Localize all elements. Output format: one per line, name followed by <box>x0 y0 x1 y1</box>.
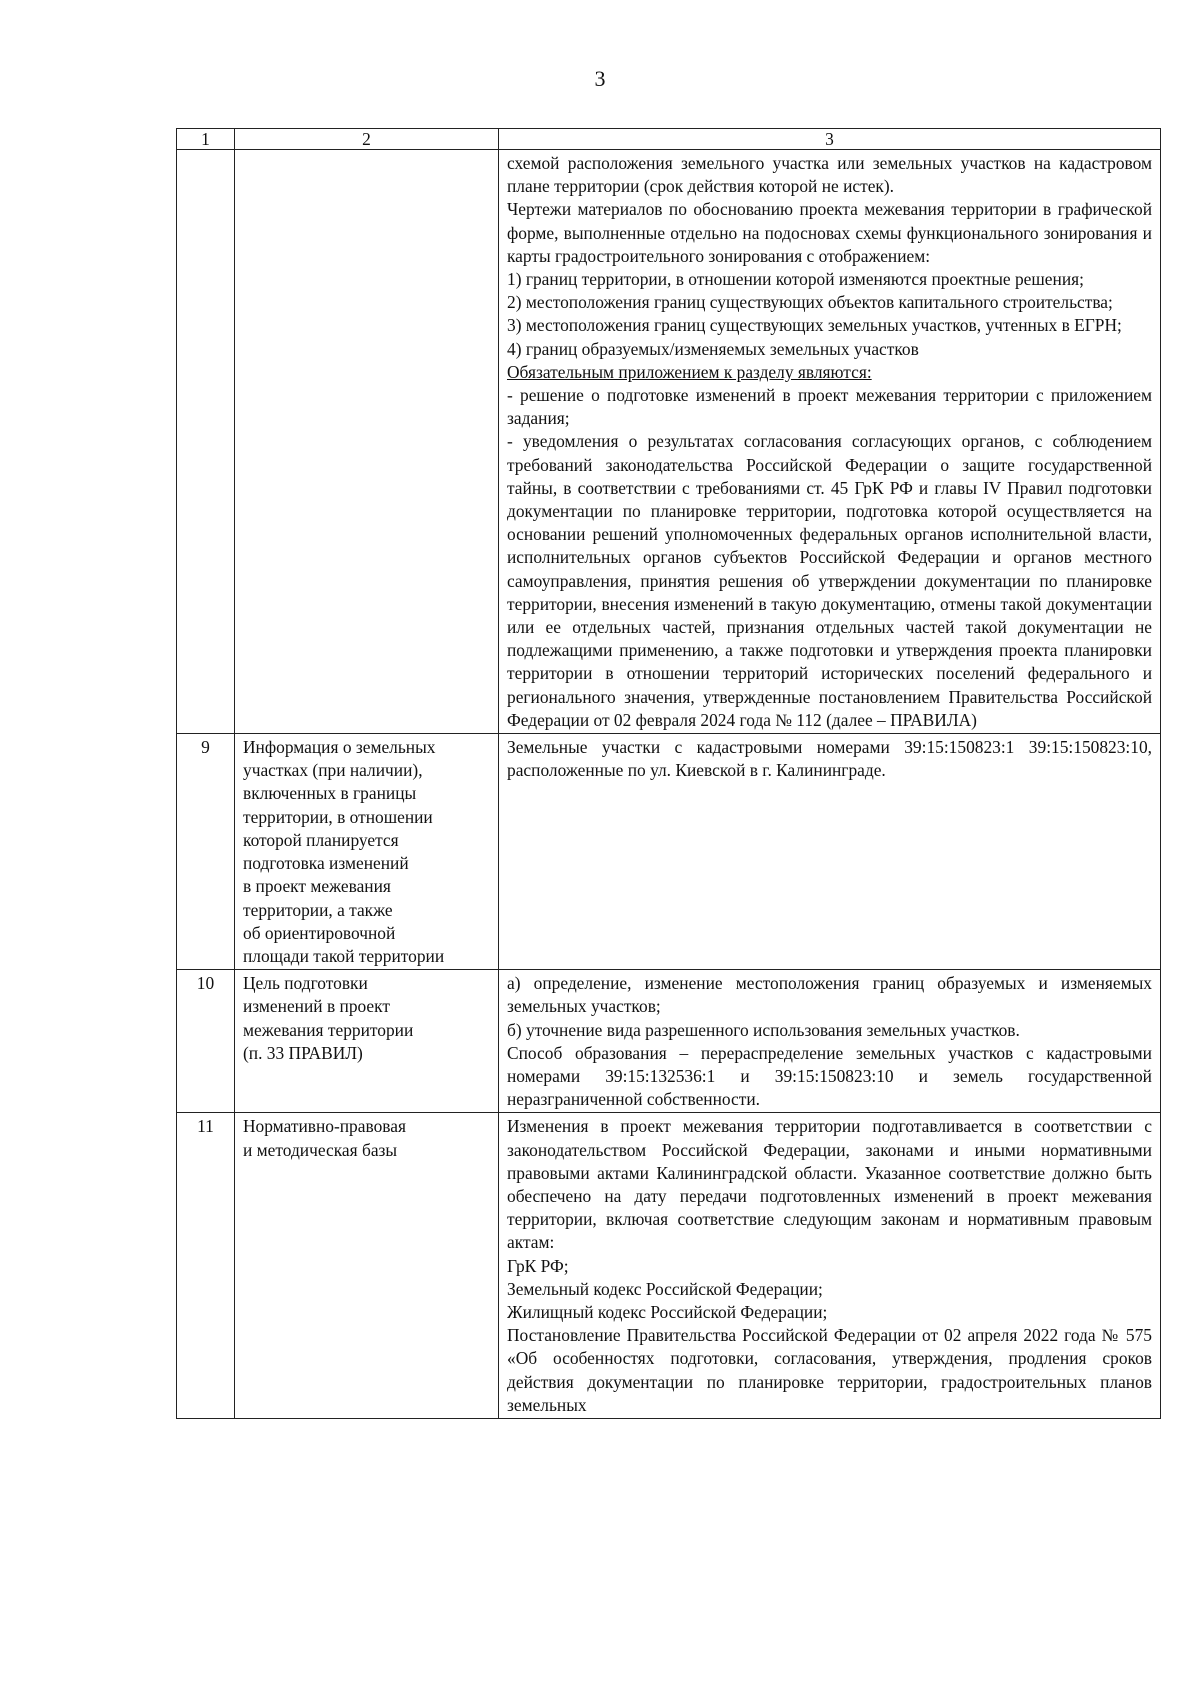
content-paragraph: Чертежи материалов по обоснованию проекта межевания территории в графической форме, выполненные отдельно на подосновах схемы функционального зонирования и карты градостроительного зонирования с отображением: <box>507 199 1152 266</box>
label-line: участках (при наличии), <box>243 760 423 781</box>
content-paragraph: Постановление Правительства Российской Федерации от 02 апреля 2022 года № 575 «Об особенностях подготовки, согласования, утверждения, продления сроков действия документации по планировке территории, градостроительных планов земельных <box>507 1325 1152 1415</box>
label-line: территории, в отношении <box>243 806 433 827</box>
label-line: Цель подготовки <box>243 973 368 994</box>
page-number: 3 <box>594 66 606 91</box>
attachment-item: - решение о подготовке изменений в проект межевания территории с приложением задания; <box>507 385 1152 429</box>
row-content <box>499 734 1161 970</box>
label-line: межевания территории <box>243 1019 414 1040</box>
label-line: Информация о земельных <box>243 737 436 758</box>
label-line: площади такой территории <box>243 945 445 966</box>
content-paragraph: 1) границ территории, в отношении которой изменяются проектные решения; <box>507 269 1084 290</box>
row-number: 10 <box>177 970 235 1113</box>
label-line: изменений в проект <box>243 996 390 1017</box>
row-label <box>235 1113 499 1419</box>
label-line: включенных в границы <box>243 783 417 804</box>
header-col-3: 3 <box>499 129 1161 150</box>
label-line: которой планируется <box>243 829 399 850</box>
table-header-row <box>177 129 1161 150</box>
content-paragraph: Изменения в проект межевания территории подготавливается в соответствии с законодательством Российской Федерации, законами и иными нормативными правовыми актами Калининградской области. Указанное соответствие должно быть обеспечено на дату передачи подготовленных изменений в проект межевания территории, включая соответствие следующим законам и нормативным правовым актам: <box>507 1116 1152 1253</box>
label-line: в проект межевания <box>243 876 391 897</box>
row-content <box>499 1113 1161 1419</box>
attachments-heading: Обязательным приложением к разделу являются: <box>507 361 872 382</box>
content-paragraph: 2) местоположения границ существующих объектов капитального строительства; <box>507 292 1113 313</box>
content-paragraph: схемой расположения земельного участка или земельных участков на кадастровом плане территории (срок действия которой не истек). <box>507 153 1152 197</box>
label-line: и методическая базы <box>243 1139 398 1160</box>
table-row-9 <box>177 734 1161 970</box>
content-paragraph: ГрК РФ; <box>507 1255 569 1276</box>
table-row-11 <box>177 1113 1161 1419</box>
label-line: об ориентировочной <box>243 922 396 943</box>
continuation-num-cell <box>177 150 235 734</box>
content-paragraph: Земельные участки с кадастровыми номерами 39:15:150823:1 39:15:150823:10, расположенные по ул. Киевской в г. Калининграде. <box>507 737 1152 781</box>
row-number: 9 <box>177 734 235 970</box>
row-content <box>499 970 1161 1113</box>
content-paragraph: 4) границ образуемых/изменяемых земельных участков <box>507 338 919 359</box>
content-paragraph: б) уточнение вида разрешенного использования земельных участков. <box>507 1019 1020 1040</box>
continuation-content-cell <box>499 150 1161 734</box>
requirements-table <box>176 128 1161 1419</box>
content-paragraph: Жилищный кодекс Российской Федерации; <box>507 1301 828 1322</box>
label-line: подготовка изменений <box>243 853 409 874</box>
label-line: территории, а также <box>243 899 393 920</box>
content-paragraph: Способ образования – перераспределение земельных участков с кадастровыми номерами 39:15:132536:1 и 39:15:150823:10 и земель государственной неразграниченной собственности. <box>507 1042 1152 1110</box>
row-label <box>235 734 499 970</box>
row-label <box>235 970 499 1113</box>
header-col-2: 2 <box>235 129 499 150</box>
header-col-1: 1 <box>177 129 235 150</box>
attachment-item: - уведомления о результатах согласования согласующих органов, с соблюдением требований законодательства Российской Федерации о защите государственной тайны, в соответствии с требованиями ст. 45 ГрК РФ и главы IV Правил подготовки документации по планировке территории, подготовка которой осуществляется на основании решений уполномоченных федеральных органов исполнительной власти, исполнительных органов субъектов Российской Федерации и органов местного самоуправления, принятия решения об утверждении документации по планировке территории, внесения изменений в такую документацию, отмены такой документации или ее отдельных частей, признания отдельных частей такой документации не подлежащими применению, а также подготовки и утверждения проекта планировки территории в отношении территорий исторических поселений федерального и регионального значения, утвержденные постановлением Правительства Российской Федерации от 02 февраля 2024 года № 112 (далее – ПРАВИЛА) <box>507 431 1152 730</box>
label-line: (п. 33 ПРАВИЛ) <box>243 1042 363 1063</box>
content-paragraph: Земельный кодекс Российской Федерации; <box>507 1278 823 1299</box>
content-paragraph: 3) местоположения границ существующих земельных участков, учтенных в ЕГРН; <box>507 315 1122 336</box>
continuation-row <box>177 150 1161 734</box>
content-paragraph: а) определение, изменение местоположения границ образуемых и изменяемых земельных участков; <box>507 973 1152 1017</box>
continuation-label-cell <box>235 150 499 734</box>
table-row-10 <box>177 970 1161 1113</box>
row-number: 11 <box>177 1113 235 1419</box>
label-line: Нормативно-правовая <box>243 1116 406 1137</box>
